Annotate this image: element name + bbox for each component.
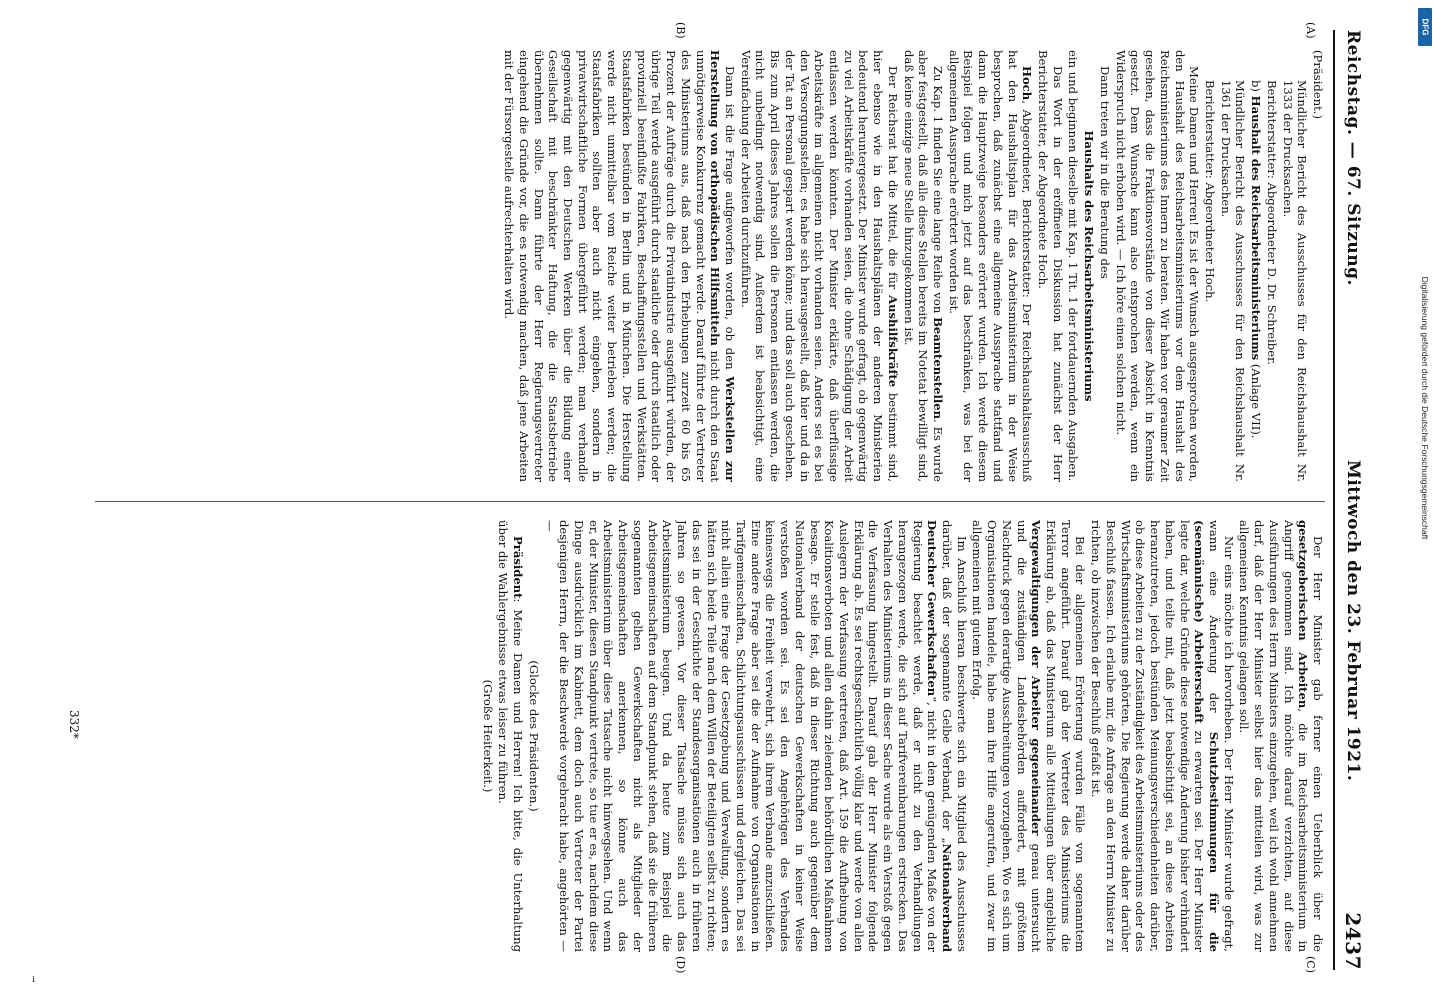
right-column-paragraph: Präsident: Meine Damen und Herren! Ich bitte, die Unterhaltung über die Wahlergebnisse etwas leiser zu führen. (496, 520, 526, 952)
left-column-paragraph: Meine Damen und Herren! Es ist der Wunsch ausgesprochen worden, den Haushalt des Reichsarbeitsministeriums vor dem Haushalt des Reichsministeriums des Innern zu beraten. Wir haben vor geraumer Zeit gesehen, dass die Fraktionsvorstände von dieser Absicht in Kenntnis gesetzt. Dem Wunsche kann also entsprochen werden, wenn ein Widerspruch nicht erhoben wird. — Ich höre einen solchen nicht. (1113, 50, 1202, 482)
right-column-paragraph: (Große Heiterkeit.) (480, 679, 495, 793)
left-column-paragraph: Mündlicher Bericht des Ausschusses für den Reichshaushalt Nr. 1333 der Drucksachen. (1280, 80, 1310, 482)
signature-mark: 332* (67, 710, 81, 739)
page-header (1333, 30, 1369, 970)
margin-marker-c: (C) (1304, 956, 1317, 973)
left-column-paragraph: Das Wort in der eröffneten Diskussion hat zunächst der Herr Berichterstatter, der Abgeordnete Hoch. (1036, 50, 1065, 482)
left-column-paragraph: b) Haushalt des Reichsarbeitsministeriums (Anlage VII). (1249, 80, 1264, 439)
left-column-paragraph: ein und beginnen dieselbe mit Kap. 1 Tit. 1 der fortdauernden Ausgaben. (1066, 50, 1081, 482)
header-date: Mittwoch den 23. Februar 1921. (1343, 460, 1363, 782)
left-column-paragraph: Haushalts des Reichsarbeitsministeriums (1082, 130, 1097, 402)
text-column-right (85, 520, 1325, 952)
digitization-credit: Digitalisierung gefördert durch die Deutsche Forschungsgemeinschaft (1420, 276, 1430, 540)
margin-marker-a: (A) (1304, 22, 1317, 39)
margin-marker-d: (D) (674, 956, 687, 974)
left-column-paragraph: Dann treten wir in die Beratung des (1097, 66, 1112, 279)
left-column-paragraph: Hoch, Abgeordneter, Berichterstatter: Der Reichshaushaltsausschuß hat den Haushaltsplan für das Arbeitsministerium in der Weise besprochen, daß zunächst eine allgemeine Aussprache stattfand und dann die Hauptzweige besonders erörtert wurden. Ich werde diesem Beispiel folgen und mich jetzt auf das beschränken, was bei der allgemeinen Aussprache erörtert worden ist. (946, 50, 1035, 482)
digitization-sidebar (1418, 8, 1432, 992)
right-column-paragraph: Der Herr Minister gab ferner einen Ueberblick über die gesetzgeberischen Arbeiten, die im Reichsarbeitsministerium in Angriff genommen sind. Ich möchte darauf verzichten, auf diese Ausführungen des Herrn Ministers einzugehen, weil ich wohl annehmen darf, daß der Herr Minister selbst hier das mitteilen wird, was zur allgemeinen Kenntnis gelangen soll. (1237, 520, 1325, 952)
right-column-paragraph: Nur eins möchte ich hervorheben. Der Herr Minister wurde gefragt, wann eine Änderung der Schutzbestimmungen für die (seemännische) Arbeiterschaft zu erwarten sei. Der Herr Minister legte dar, welche Gründe diese notwendige Änderung bisher verhindert haben, und teilte mit, daß jetzt beabsichtigt sei, an diese Arbeiten heranzutreten, jedoch bestünden Meinungsverschiedenheiten darüber, ob diese Arbeiten zu der Zuständigkeit des Arbeitsministeriums oder des Wirtschaftsministeriums gehörten. Die Regierung werde daher darüber Beschluß fassen. Ich erlaube mir, die Anfrage an den Herrn Minister zu richten, ob inzwischen der Beschluß gefaßt ist. (1089, 520, 1236, 952)
header-session: Reichstag. — 67. Sitzung. (1343, 30, 1363, 286)
column-divider (95, 501, 1325, 502)
right-column-paragraph: Im Anschluß hieran beschwerte sich ein Mitglied des Ausschusses darüber, daß der sogenannte Gelbe Verband, der „Nationalverband Deutscher Gewerkschaften“, nicht in dem genügenden Maße von der Regierung beachtet werde, daß er nicht zu den Verhandlungen herangezogen werde, die sich auf Tarifvereinbarungen erstrecken. Das Verhalten des Ministeriums in dieser Sache wurde als ein Verstoß gegen die Verfassung hingestellt. Darauf gab der Herr Minister folgende Erklärung ab. Es sei rechtsgeschichtlich völlig klar und werde von allen Auslegern der Verfassung vertreten, daß Art. 159 die Aufhebung von Koalitionsverboten und allen dahin zielenden behördlichen Maßnahmen besage. Er stelle fest, daß in dieser Richtung auch gegenüber dem Nationalverband der deutschen Gewerkschaften in keiner Weise verstoßen worden sei. Es sei den Angehörigen des Verbandes keineswegs die Freiheit verwehrt, sich ihrem Verbande anzuschließen. Eine andere Frage aber sei die der Aufnahme von Organisationen in Tarifgemeinschaften, Schlichtungsausschüssen und dergleichen. Das sei nicht allein eine Frage der Gesetzgebung und Verwaltung, sondern es hätten sich beide Teile nach dem Willen der Beteiligten selbst zu richten; das sei in der Geschichte der Standesorganisationen auch in früheren Jahren so gewesen. Vor dieser Tatsache müsse sich auch das Arbeitsministerium beugen. Und da heute zum Beispiel die Arbeitsgemeinschaften auf dem Standpunkt stehen, daß sie die früheren sogenannten gelben Gewerkschaften nicht als Mitglieder der Arbeitsgemeinschaften anerkennen, so könne auch das Arbeitsministerium über diese Tatsache nicht hinwegsehen. Und wenn er, der Minister, diesen Standpunkt vertrete, so tue er es, nachdem diese Dinge ausdrücklich im Kabinett, dem doch auch Vertreter der Partei desjenigen Herrn, der die Beschwerde vorgebracht habe, angehörten — — (542, 520, 969, 952)
left-column-paragraph: Berichterstatter: Abgeordneter D. Dr. Schreiber. (1264, 80, 1279, 366)
left-column-paragraph: (Präsident.) (1311, 50, 1325, 120)
left-column-paragraph: Berichterstatter: Abgeordneter Hoch. (1202, 80, 1217, 303)
dfg-logo: DFG (1418, 8, 1432, 46)
page-number: 2437 (1341, 912, 1365, 970)
text-column-left (85, 50, 1325, 482)
margin-marker-b: (B) (674, 22, 687, 39)
right-column-paragraph: (Glocke des Präsidenten.) (526, 660, 541, 812)
right-column-paragraph: Bei der allgemeinen Erörterung wurden Fälle von sogenanntem Terror angeführt. Darauf gab der Vertreter des Ministeriums die Erklärung ab, daß das Ministerium alle Mitteilungen über angebliche Vergewaltigungen der Arbeiter gegeneinander genau untersucht und die zuständigen Landesbehörden auffordert, mit größtem Nachdruck gegen derartige Ausschreitungen vorzugehen. Wo es sich um Organisationen handele, habe man ihre Hilfe angerufen, und zwar im allgemeinen mit gutem Erfolg. (970, 520, 1088, 952)
left-column-paragraph: Dann ist die Frage aufgeworfen worden, ob den Werkstellen zur Herstellung von orthopädischen Hilfsmitteln nicht durch den Staat unnötigerweise Konkurrenz gemacht werde. Darauf führte der Vertreter des Ministeriums aus, daß nach den Erhebungen zurzeit 60 bis 65 Prozent der Aufträge durch die Privatindustrie ausgeführt würden, der übrige Teil werde ausgeführt durch staatliche oder durch staatlich oder provinziell beeinflußte Fabriken, Beschaffungsstellen und Werkstätten. Staatsfabriken bestünden in Berlin und in München. Die Herstellung werde nicht unmittelbar vom Reiche weiter betrieben werden; die Staatsfabriken sollten aber auch nicht eingehen, sondern in privatwirtschaftliche Formen übergeführt werden; man verhandle gegenwärtig mit den Deutschen Werken über die Bildung einer Gesellschaft mit beschränkter Haftung, die die Staatsbetriebe übernehmen sollte. Dann führte der Herr Regierungsvertreter eingehend die Gründe vor, die es notwendig machen, daß jene Arbeiten mit der Fürsorgestelle aufrechterhalten wird. (502, 50, 737, 482)
left-column-paragraph: Der Reichsrat hat die Mittel, die für Aushilfskräfte bestimmt sind, hier ebenso wie in den Haushaltsplänen der anderen Ministerien bedeutend heruntergesetzt. Der Minister wurde gefragt, ob gegenwärtig zu viel Arbeitskräfte vorhanden seien, die ohne Schädigung der Arbeit entlassen werden könnten. Der Minister erklärte, daß überflüssige Arbeitskräfte im allgemeinen nicht vorhanden seien. Anders sei es bei den Versorgungsstellen; es habe sich herausgestellt, daß hier und da in der Tat an Personal gespart werden könne; und das soll auch geschehen. Bis zum April dieses Jahres sollen die Personen entlassen werden, die nicht unbedingt notwendig sind. Außerdem ist beabsichtigt, eine Vereinfachung der Arbeiten durchzuführen. (738, 50, 900, 482)
scan-speck: ı (32, 974, 36, 985)
left-column-paragraph: Mündlicher Bericht des Ausschusses für den Reichshaushalt Nr. 1361 der Drucksachen. (1218, 80, 1248, 482)
document-page (57, 20, 1377, 980)
left-column-paragraph: Zu Kap. 1 finden Sie eine lange Reihe von Beamtenstellen. Es wurde aber festgestellt, daß alle diese Stellen bereits im Notetat bewilligt sind, daß keine einzige neue Stelle hinzugekommen ist. (901, 50, 946, 482)
